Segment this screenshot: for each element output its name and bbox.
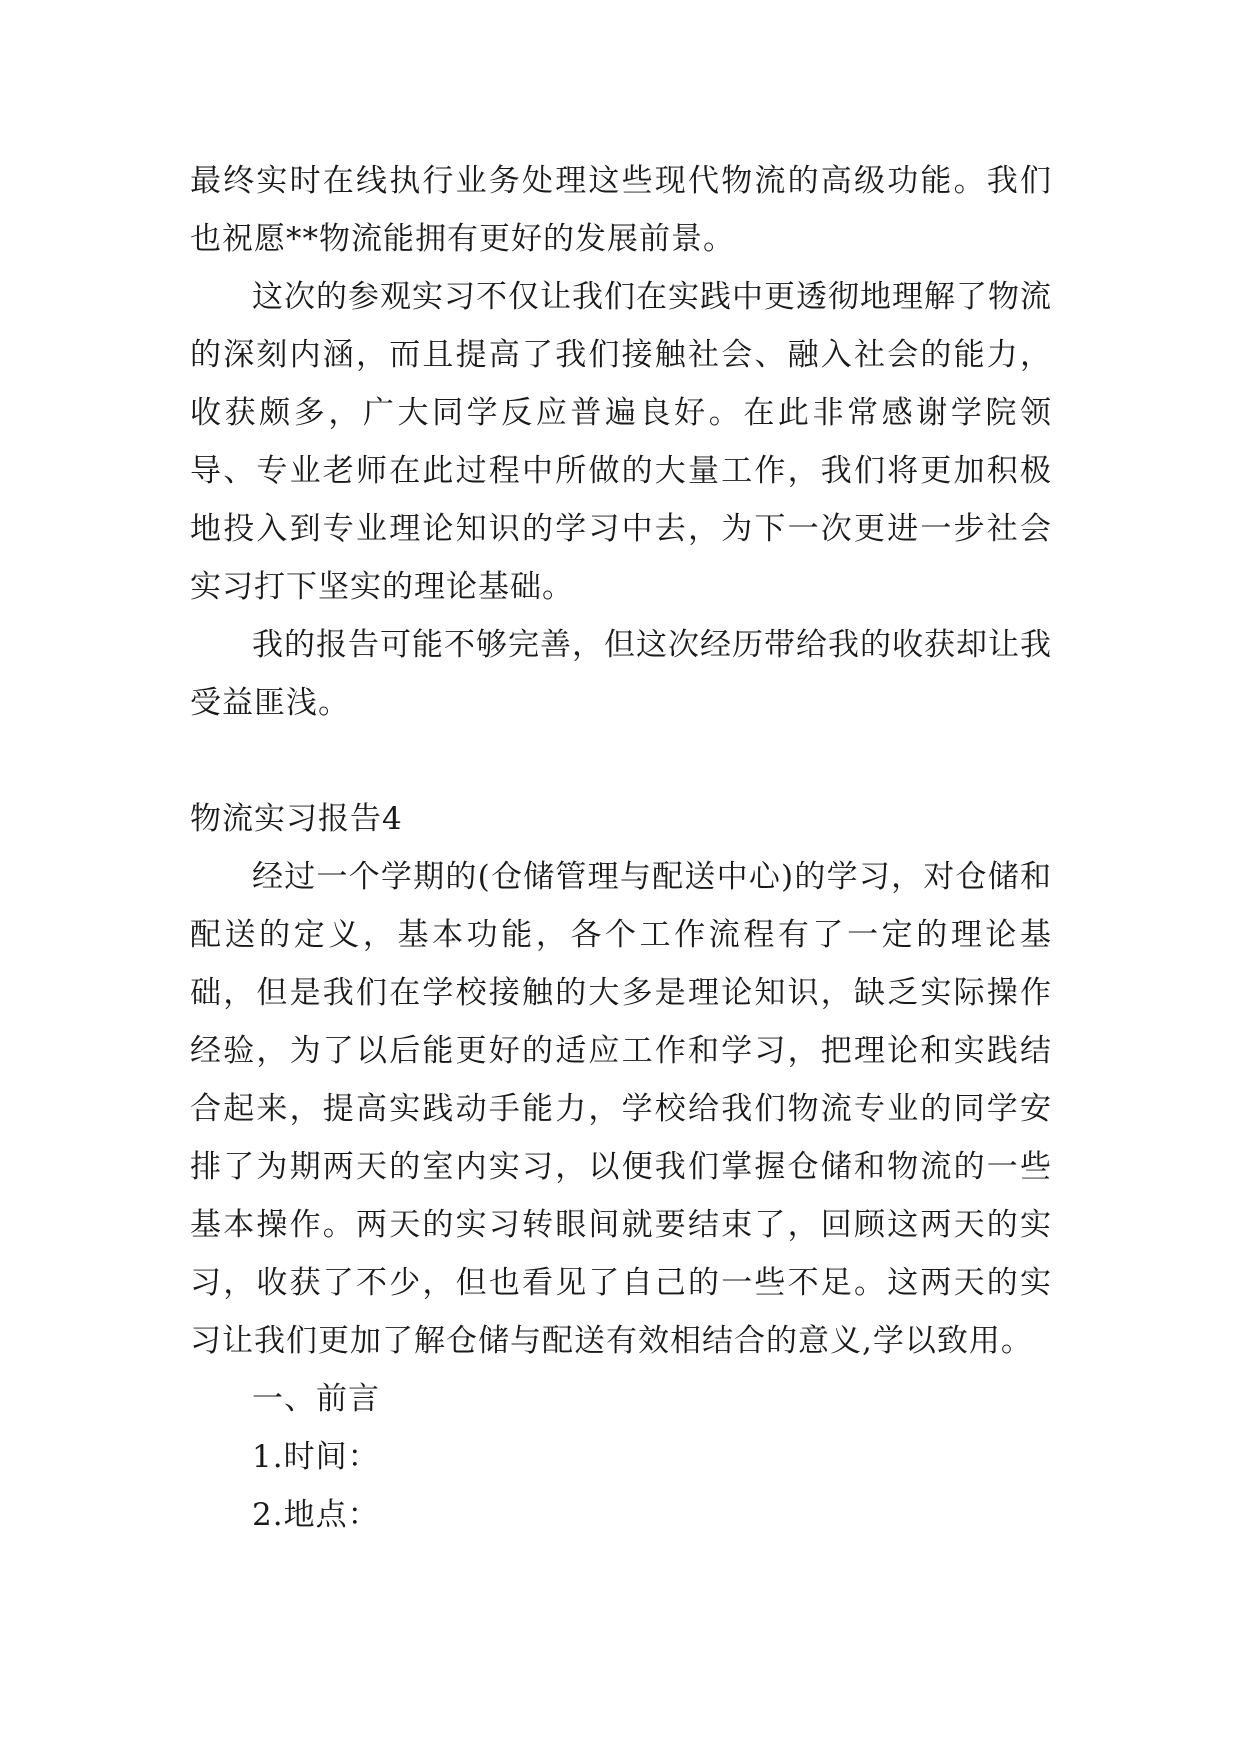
section-title: 物流实习报告4 (190, 801, 403, 837)
document-body (190, 152, 1052, 1544)
paragraph-closing-remark: 我的报告可能不够完善，但这次经历带给我的收获却让我受益匪浅。 (190, 627, 1052, 721)
outline-heading-preface: 一、前言 (252, 1381, 380, 1417)
paragraph-continuation: 最终实时在线执行业务处理这些现代物流的高级功能。我们也祝愿**物流能拥有更好的发展前景。 (190, 163, 1052, 257)
outline-item-location: 2.地点： (252, 1497, 380, 1533)
paragraph-internship-summary: 这次的参观实习不仅让我们在实践中更透彻地理解了物流的深刻内涵，而且提高了我们接触社会、融入社会的能力，收获颇多，广大同学反应普遍良好。在此非常感谢学院领导、专业老师在此过程中所做的大量工作，我们将更加积极地投入到专业理论知识的学习中去，为下一次更进一步社会实习打下坚实的理论基础。 (190, 279, 1052, 605)
outline-item-time: 1.时间： (252, 1439, 380, 1475)
paragraph-report-4-intro: 经过一个学期的(仓储管理与配送中心)的学习，对仓储和配送的定义，基本功能，各个工作流程有了一定的理论基础，但是我们在学校接触的大多是理论知识，缺乏实际操作经验，为了以后能更好的适应工作和学习，把理论和实践结合起来，提高实践动手能力，学校给我们物流专业的同学安排了为期两天的室内实习，以便我们掌握仓储和物流的一些基本操作。两天的实习转眼间就要结束了，回顾这两天的实习，收获了不少，但也看见了自己的一些不足。这两天的实习让我们更加了解仓储与配送有效相结合的意义,学以致用。 (190, 859, 1052, 1359)
